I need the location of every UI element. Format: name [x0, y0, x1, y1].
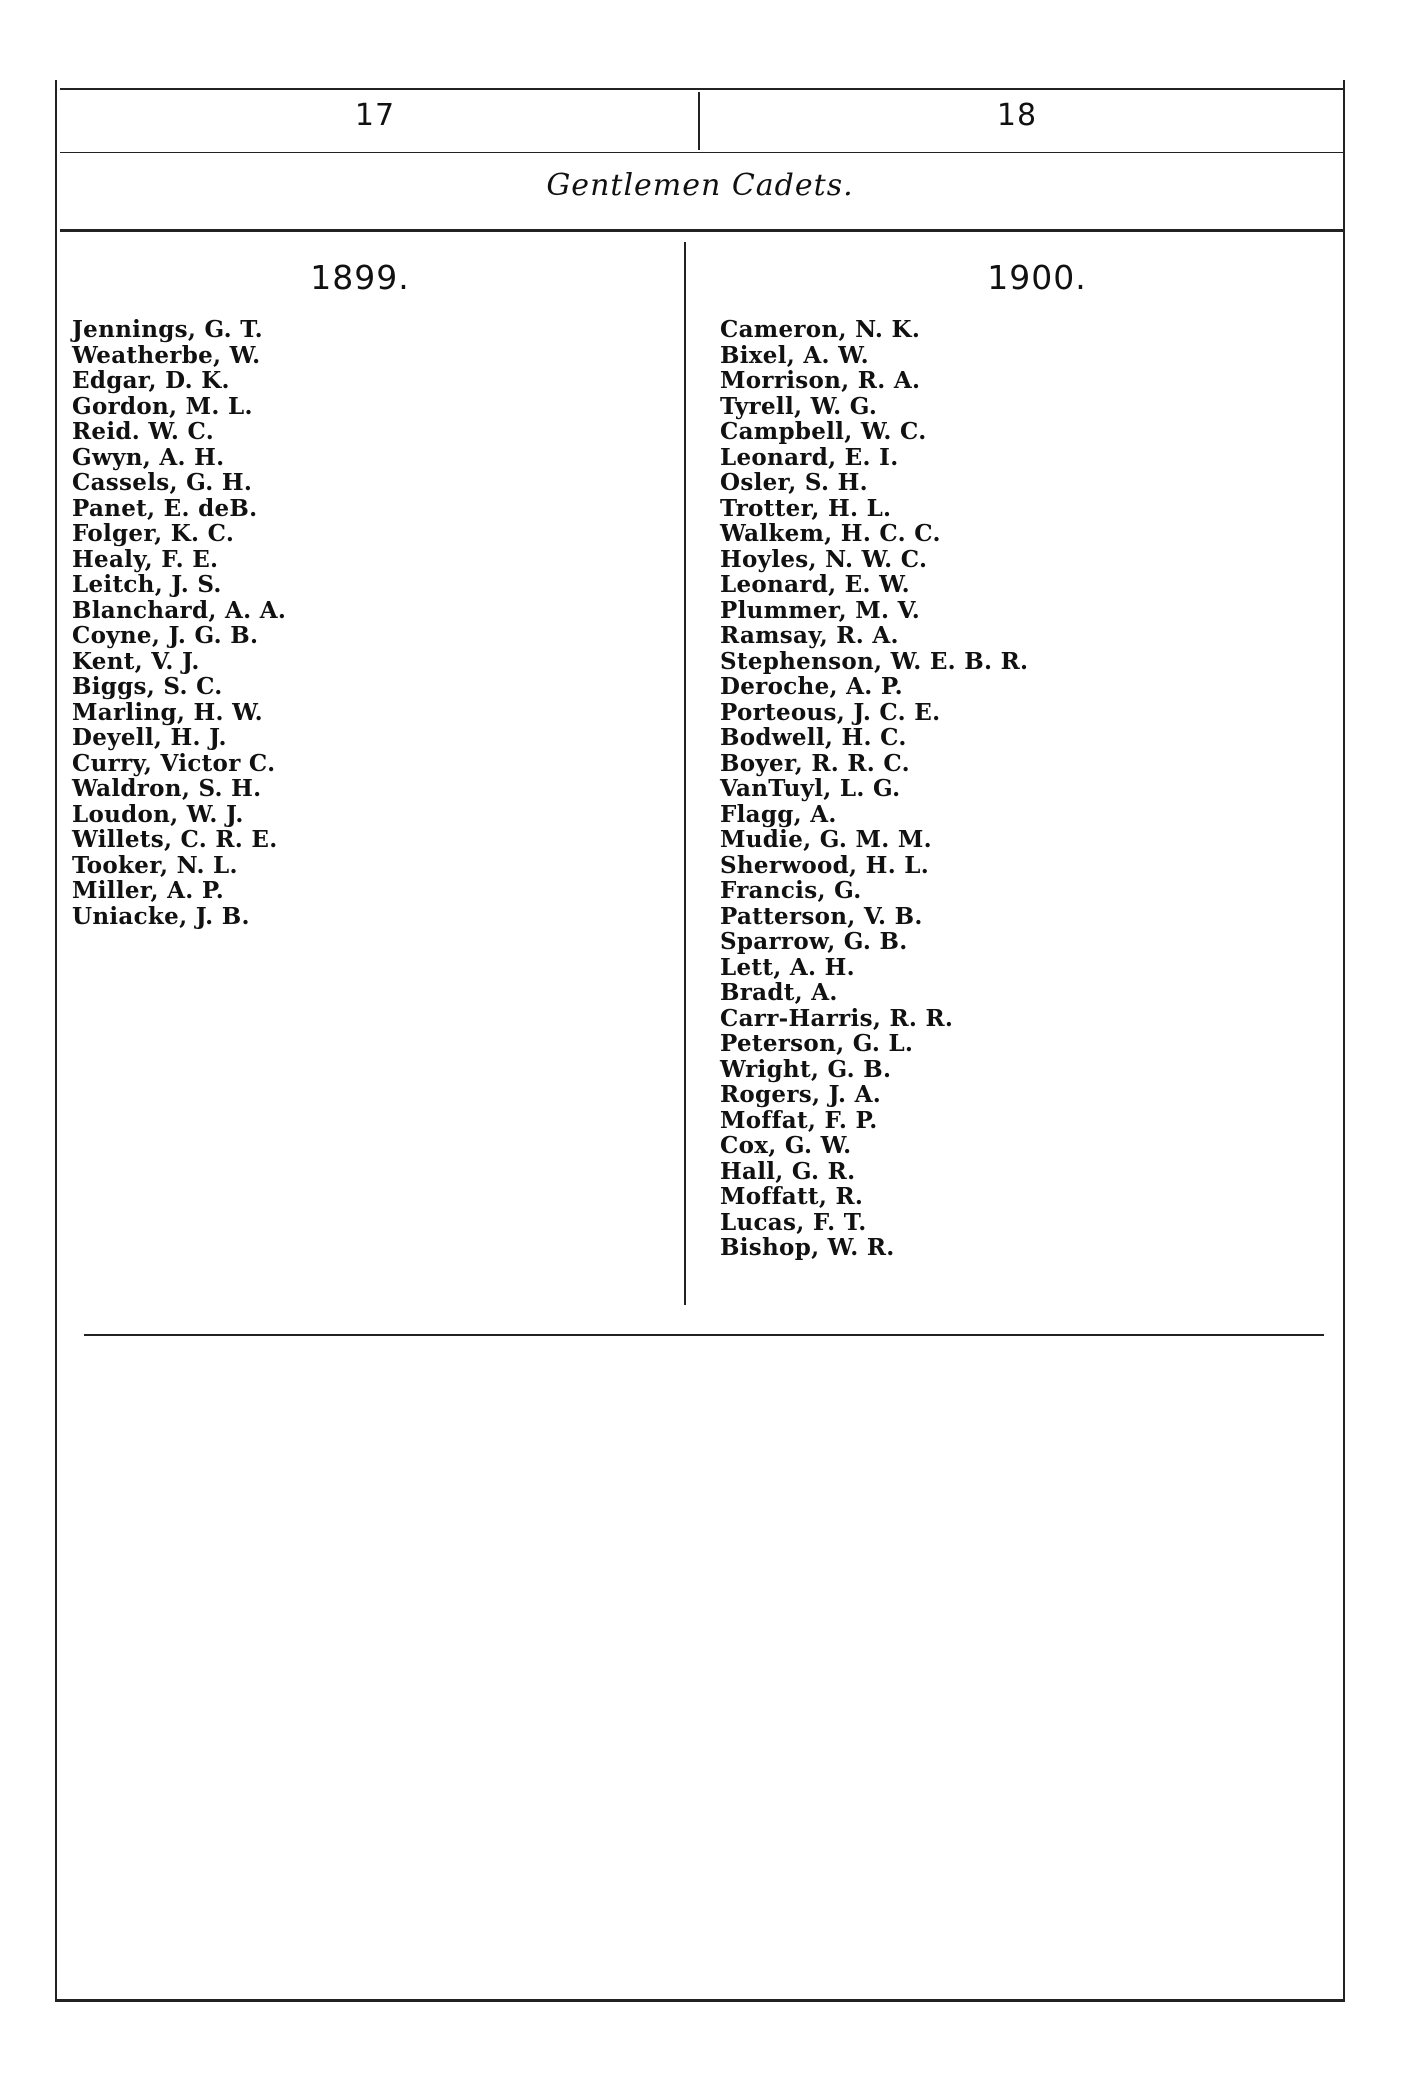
list-item: Leitch, J. S.: [72, 571, 222, 598]
list-item: Tooker, N. L.: [72, 851, 238, 879]
list-item: Reid. W. C.: [72, 418, 215, 445]
list-item: Ramsay, R. A.: [720, 622, 899, 649]
column-divider: [684, 242, 686, 1305]
list-item: Waldron, S. H.: [72, 775, 262, 802]
list-item: Boyer, R. R. C.: [720, 749, 910, 777]
table-bottom-rule: [84, 1334, 1324, 1336]
list-item: Cassels, G. H.: [72, 469, 253, 496]
list-item: Patterson, V. B.: [720, 902, 923, 930]
list-item: VanTuyl, L. G.: [720, 775, 901, 802]
list-item: Gordon, M. L.: [72, 392, 253, 420]
list-item: Rogers, J. A.: [720, 1081, 882, 1108]
list-item: Bodwell, H. C.: [720, 724, 907, 751]
top-rule: [60, 88, 1343, 90]
list-item: Coyne, J. G. B.: [72, 622, 259, 649]
list-item: Walkem, H. C. C.: [720, 520, 941, 547]
list-item: Willets, C. R. E.: [72, 826, 278, 853]
list-item: Lucas, F. T.: [720, 1208, 867, 1236]
list-item: Miller, A. P.: [72, 877, 225, 904]
list-item: Edgar, D. K.: [72, 367, 230, 394]
list-item: Plummer, M. V.: [720, 596, 921, 624]
list-item: Stephenson, W. E. B. R.: [720, 647, 1029, 675]
list-item: Uniacke, J. B.: [72, 902, 250, 930]
list-item: Flagg, A.: [720, 800, 837, 828]
year-heading-1900: 1900.: [987, 258, 1087, 297]
page-number-rule: [60, 152, 1343, 153]
cadet-list-1899: [72, 317, 286, 929]
list-item: Marling, H. W.: [72, 698, 263, 726]
list-item: Biggs, S. C.: [72, 673, 223, 700]
list-item: Curry, Victor C.: [72, 749, 276, 777]
list-item: Sparrow, G. B.: [720, 928, 908, 955]
page-number-divider: [698, 92, 700, 150]
list-item: Mudie, G. M. M.: [720, 826, 932, 853]
list-item: Moffatt, R.: [720, 1183, 864, 1210]
list-item: Bishop, W. R.: [720, 1234, 895, 1261]
list-item: Carr-Harris, R. R.: [720, 1004, 954, 1032]
list-item: Leonard, E. I.: [720, 443, 899, 471]
page-number-right: 18: [996, 98, 1038, 133]
list-item: Cox, G. W.: [720, 1132, 852, 1159]
list-item: Folger, K. C.: [72, 520, 235, 547]
list-item: Deyell, H. J.: [72, 724, 227, 751]
list-item: Bradt, A.: [720, 979, 838, 1006]
page-number-left: 17: [354, 98, 396, 133]
list-item: Moffat, F. P.: [720, 1106, 878, 1134]
list-item: Morrison, R. A.: [720, 367, 921, 394]
list-item: Campbell, W. C.: [720, 418, 927, 445]
list-item: Hoyles, N. W. C.: [720, 545, 928, 573]
list-item: Weatherbe, W.: [72, 341, 261, 369]
list-item: Wright, G. B.: [720, 1055, 892, 1083]
list-item: Tyrell, W. G.: [720, 392, 878, 420]
year-heading-1899: 1899.: [310, 258, 410, 297]
list-item: Gwyn, A. H.: [72, 443, 225, 471]
section-title: Gentlemen Cadets.: [546, 168, 854, 203]
list-item: Osler, S. H.: [720, 469, 868, 496]
list-item: Lett, A. H.: [720, 953, 855, 981]
list-item: Trotter, H. L.: [720, 494, 892, 522]
list-item: Cameron, N. K.: [720, 316, 921, 343]
list-item: Healy, F. E.: [72, 545, 219, 573]
list-item: Panet, E. deB.: [72, 494, 258, 522]
list-item: Bixel, A. W.: [720, 341, 869, 369]
list-item: Blanchard, A. A.: [72, 596, 287, 624]
list-item: Jennings, G. T.: [72, 316, 263, 343]
list-item: Leonard, E. W.: [720, 571, 910, 598]
list-item: Sherwood, H. L.: [720, 851, 930, 879]
list-item: Peterson, G. L.: [720, 1030, 914, 1057]
list-item: Hall, G. R.: [720, 1157, 856, 1185]
list-item: Loudon, W. J.: [72, 800, 244, 828]
list-item: Francis, G.: [720, 877, 862, 904]
list-item: Kent, V. J.: [72, 647, 200, 675]
list-item: Deroche, A. P.: [720, 673, 903, 700]
section-title-rule: [60, 229, 1343, 232]
cadet-list-1900: [720, 317, 1028, 1261]
list-item: Porteous, J. C. E.: [720, 698, 941, 726]
